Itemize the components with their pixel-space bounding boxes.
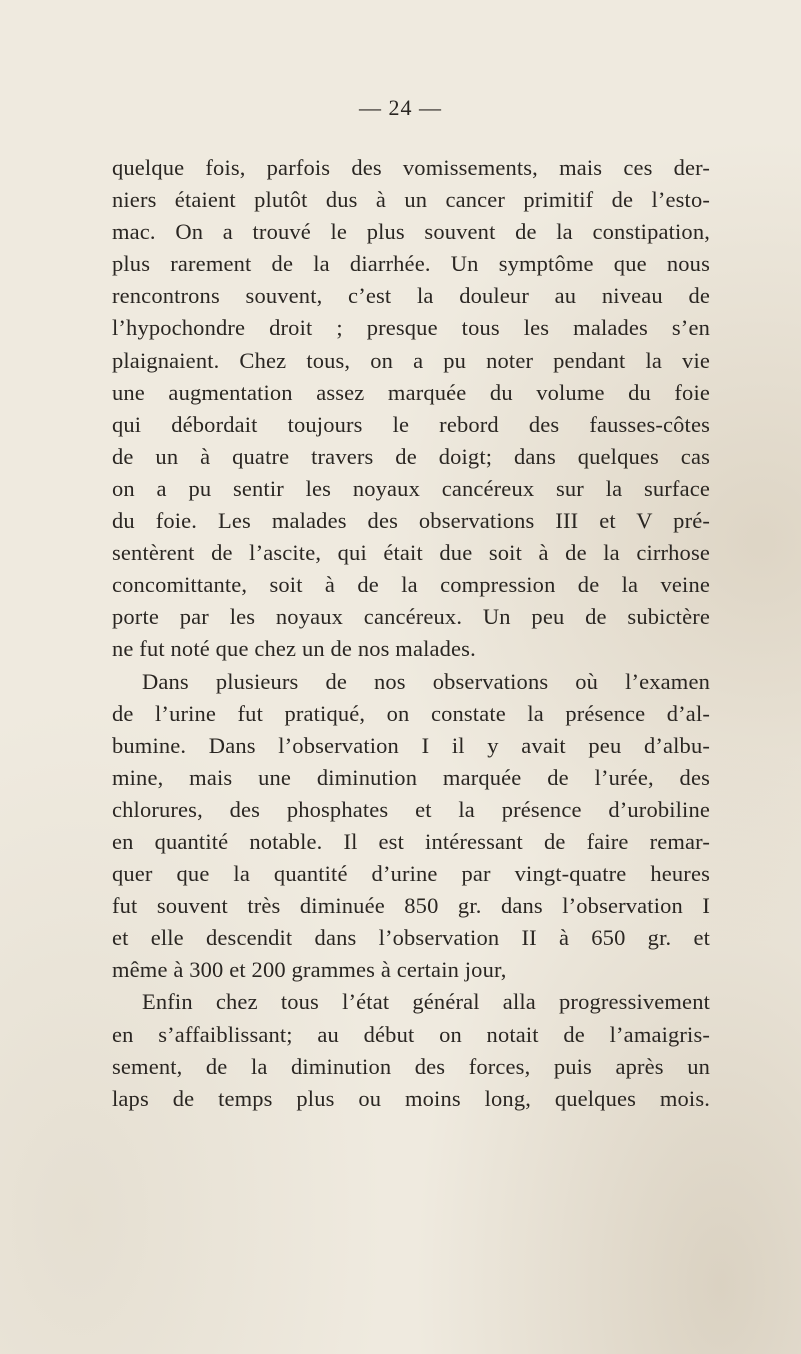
text-line: de un à quatre travers de doigt; dans quelques cas	[112, 443, 710, 469]
text-line: sentèrent de l’ascite, qui était due soit à de la cirrhose	[112, 540, 710, 566]
text-line: concomittante, soit à de la compression de la veine	[112, 572, 710, 598]
text-line: on a pu sentir les noyaux cancéreux sur la surface	[112, 475, 710, 501]
body-text	[112, 152, 710, 1115]
text-line: mine, mais une diminution marquée de l’urée, des	[112, 764, 710, 790]
text-line: une augmentation assez marquée du volume du foie	[112, 379, 710, 405]
text-line: plus rarement de la diarrhée. Un symptôme que nous	[112, 251, 710, 277]
text-line: quelque fois, parfois des vomissements, mais ces der-	[112, 155, 710, 180]
text-line: Enfin chez tous l’état général alla progressivement	[142, 989, 710, 1015]
text-line: porte par les noyaux cancéreux. Un peu de subictère	[112, 604, 710, 630]
text-line: en quantité notable. Il est intéressant de faire remar-	[112, 828, 710, 854]
text-line: fut souvent très diminuée 850 gr. dans l’observation I	[112, 893, 710, 919]
text-line: même à 300 et 200 grammes à certain jour,	[112, 957, 507, 983]
text-line: qui débordait toujours le rebord des fausses-côtes	[112, 411, 710, 437]
text-line: l’hypochondre droit ; presque tous les malades s’en	[112, 315, 710, 341]
text-line: quer que la quantité d’urine par vingt-quatre heures	[112, 861, 710, 887]
text-line: chlorures, des phosphates et la présence d’urobiline	[112, 796, 710, 822]
page-number: — 24 —	[359, 95, 442, 120]
text-line: Dans plusieurs de nos observations où l’examen	[142, 668, 710, 694]
text-line: plaignaient. Chez tous, on a pu noter pendant la vie	[112, 347, 710, 373]
text-line: laps de temps plus ou moins long, quelques mois.	[112, 1085, 710, 1111]
text-line: rencontrons souvent, c’est la douleur au niveau de	[112, 283, 710, 309]
text-line: en s’affaiblissant; au début on notait de l’amaigris-	[112, 1021, 710, 1047]
text-line: sement, de la diminution des forces, puis après un	[112, 1053, 710, 1079]
text-line: niers étaient plutôt dus à un cancer primitif de l’esto-	[112, 187, 710, 213]
text-line: de l’urine fut pratiqué, on constate la présence d’al-	[112, 700, 710, 726]
text-line: et elle descendit dans l’observation II à 650 gr. et	[112, 925, 710, 951]
text-line: ne fut noté que chez un de nos malades.	[112, 636, 476, 662]
text-line: du foie. Les malades des observations III et V pré-	[112, 508, 710, 534]
text-line: mac. On a trouvé le plus souvent de la constipation,	[112, 219, 710, 245]
text-line: bumine. Dans l’observation I il y avait peu d’albu-	[112, 732, 710, 758]
